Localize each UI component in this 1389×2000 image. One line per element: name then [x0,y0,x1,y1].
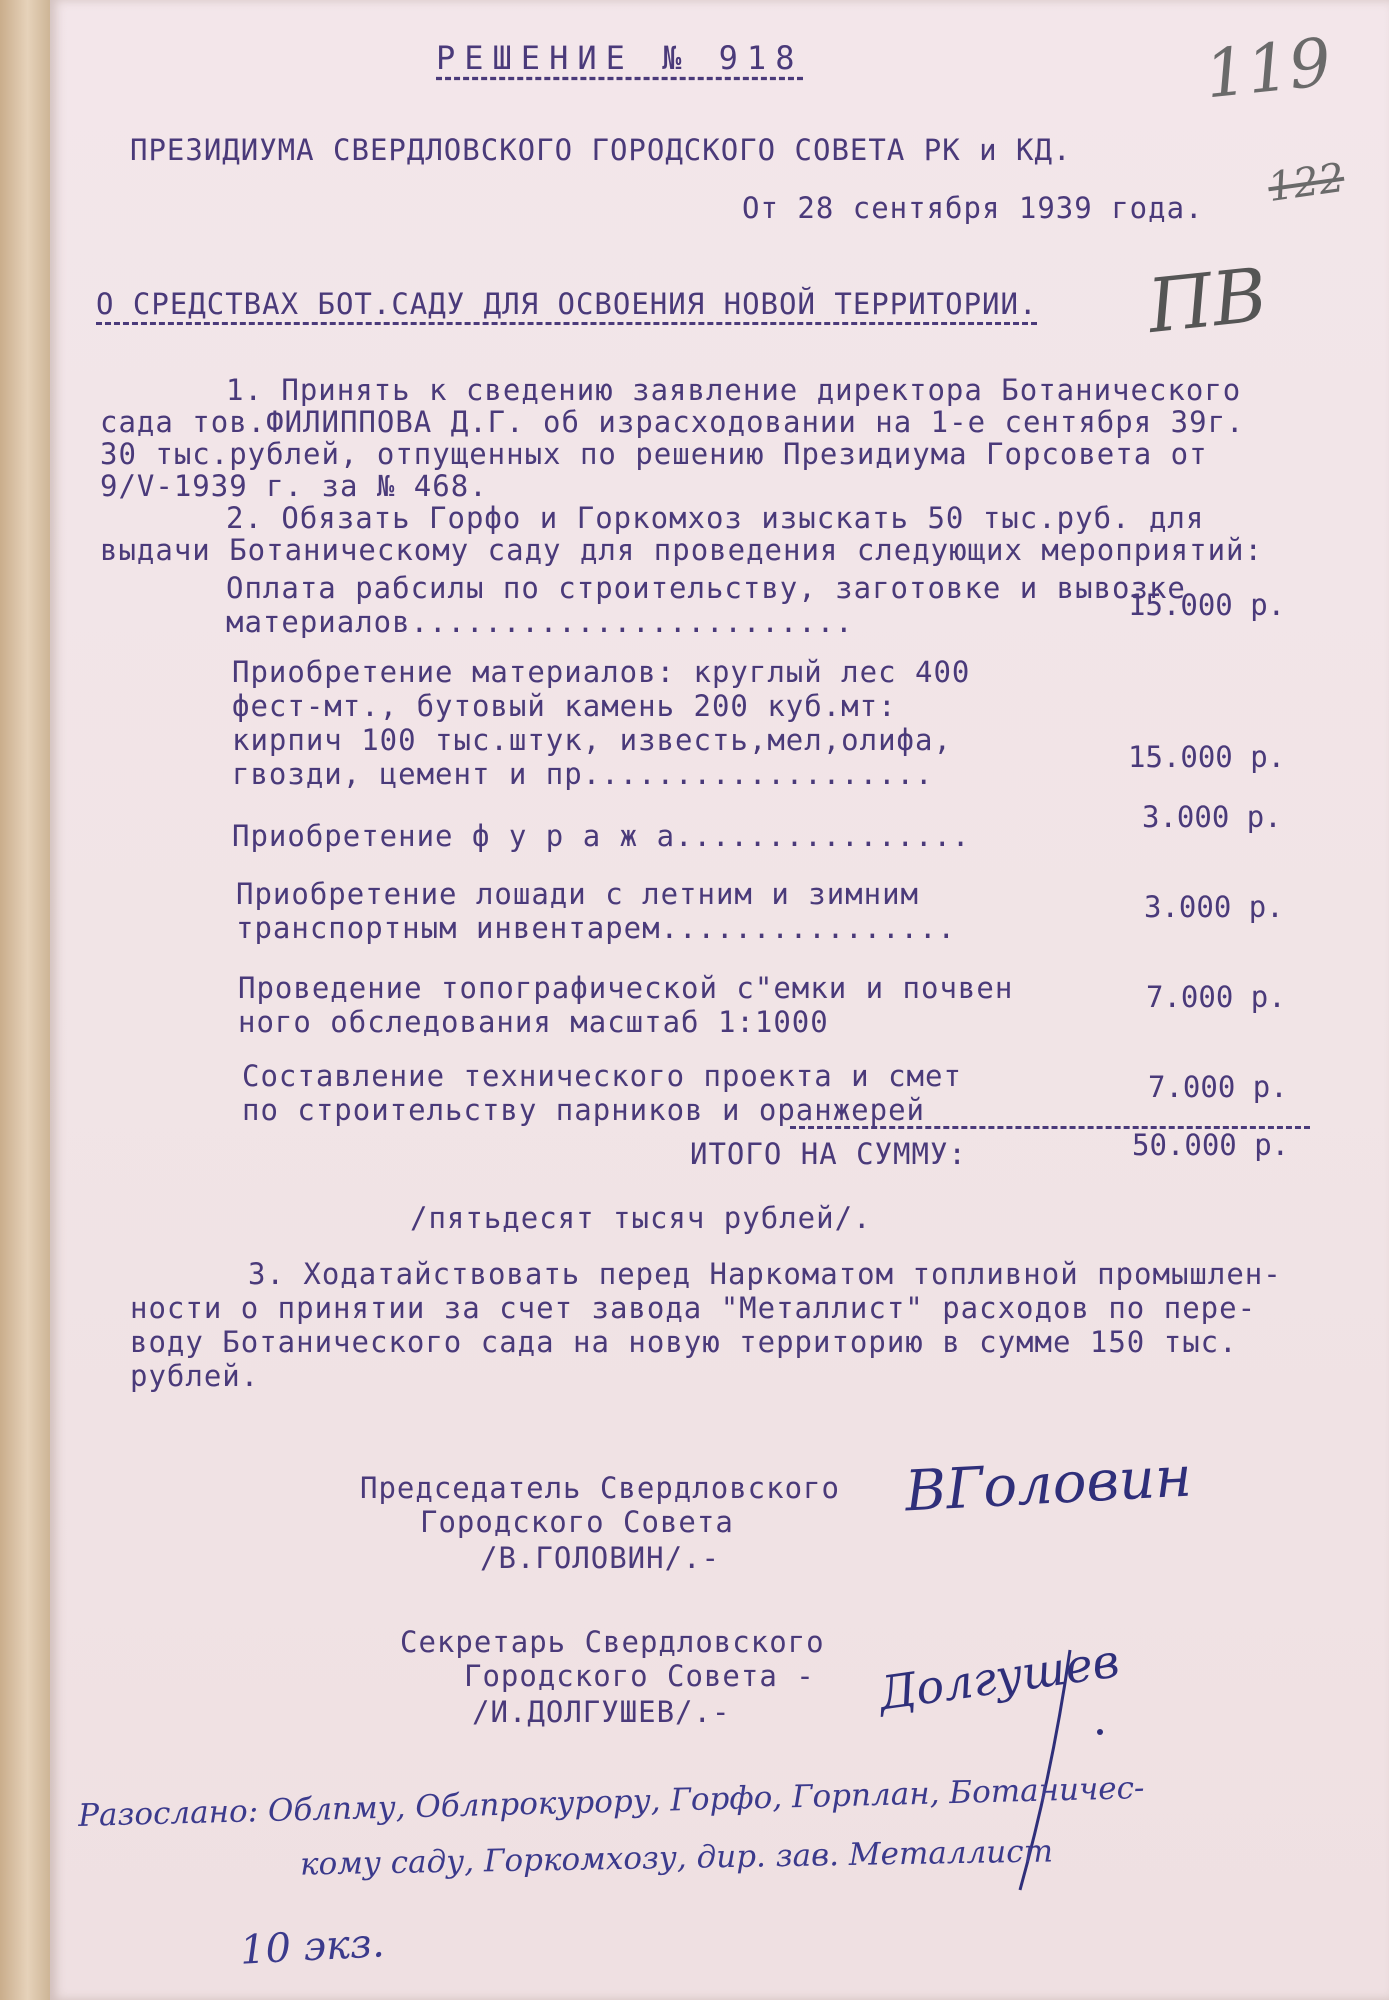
expense-item-text: Оплата рабсилы по строительству, заготовке и вывозке [226,571,1186,605]
secretary-signature: Долгушев [875,1633,1123,1721]
copies-count: 10 экз. [238,1920,386,1974]
secretary-title: Городского Совета - [464,1659,815,1693]
expense-item-amount: 7.000 р. [1146,980,1286,1014]
expense-item-text: ного обследования масштаб 1:1000 [238,1005,829,1039]
document-title: РЕШЕНИЕ № 918 [436,39,804,77]
distribution-line: Разослано: Облпму, Облпрокурору, Горфо, Горплан, Ботаничес- [77,1770,1145,1834]
secretary-title: Секретарь Свердловского [400,1625,825,1659]
book-binding-edge [0,0,50,2000]
expense-item-text: Проведение топографической с"емки и почвен [238,971,1014,1005]
expense-item-text: гвозди, цемент и пр................... [232,757,934,791]
para3-line: ности о принятии за счет завода "Металлист" расходов по пере- [130,1291,1257,1325]
expense-item-text: материалов........................ [226,605,854,639]
expense-item-amount: 15.000 р. [1128,740,1286,774]
expense-item-amount: 15.000 р. [1128,588,1286,622]
archive-old-number: 122 [1265,154,1348,212]
expense-item-text: Приобретение ф у р а ж а................ [232,819,971,853]
document-subject: О СРЕДСТВАХ БОТ.САДУ ДЛЯ ОСВОЕНИЯ НОВОЙ ТЕРРИТОРИИ. [96,287,1038,321]
issuing-body: ПРЕЗИДИУМА СВЕРДЛОВСКОГО ГОРОДСКОГО СОВЕТА РК и КД. [130,133,1072,167]
expense-item-text: фест-мт., бутовый камень 200 куб.мт: [232,689,897,723]
para3-line: воду Ботанического сада на новую территорию в сумме 150 тыс. [130,1325,1238,1359]
chairman-title: Председатель Свердловского [360,1471,840,1505]
expense-item-text: Приобретение материалов: круглый лес 400 [232,655,971,689]
chairman-title: Городского Совета [420,1505,734,1539]
para1-line: 1. Принять к сведению заявление директора Ботанического [226,373,1242,407]
expense-item-text: Составление технического проекта и смет [242,1059,962,1093]
para1-line: 30 тыс.рублей, отпущенных по решению Президиума Горсовета от [100,437,1208,471]
expense-item-amount: 3.000 р. [1142,800,1282,834]
expense-item-text: Приобретение лошади с летним и зимним [236,877,920,911]
expense-item-text: по строительству парников и оранжерей [242,1093,926,1127]
para3-line: 3. Ходатайствовать перед Наркоматом топливной промышлен- [248,1257,1282,1291]
expense-item-text: транспортным инвентарем................ [236,911,956,945]
secretary-name: /И.ДОЛГУШЕВ/.- [472,1695,731,1729]
para2-line: 2. Обязать Горфо и Горкомхоз изыскать 50 тыс.руб. для [226,501,1205,535]
pencil-initials: ПВ [1143,252,1272,350]
total-label: ИТОГО НА СУММУ: [690,1137,967,1171]
total-in-words: /пятьдесят тысяч рублей/. [410,1201,872,1235]
para2-line: выдачи Ботаническому саду для проведения следующих мероприятий: [100,533,1263,567]
archive-page-number: 119 [1201,23,1335,114]
total-amount: 50.000 р. [1132,1128,1290,1162]
expense-item-amount: 3.000 р. [1144,890,1284,924]
para1-line: 9/V-1939 г. за № 468. [100,469,488,503]
chairman-name: /В.ГОЛОВИН/.- [480,1541,720,1575]
expense-item-amount: 7.000 р. [1148,1070,1288,1104]
expense-item-text: кирпич 100 тыс.штук, известь,мел,олифа, [232,723,952,757]
document-date: От 28 сентября 1939 года. [742,191,1204,225]
para1-line: сада тов.ФИЛИППОВА Д.Г. об израсходовании на 1-е сентября 39г. [100,405,1245,439]
distribution-line: кому саду, Горкомхозу, дир. зав. Металлист [299,1833,1054,1883]
chairman-signature: ВГоловин [903,1444,1194,1525]
para3-line: рублей. [130,1359,260,1393]
